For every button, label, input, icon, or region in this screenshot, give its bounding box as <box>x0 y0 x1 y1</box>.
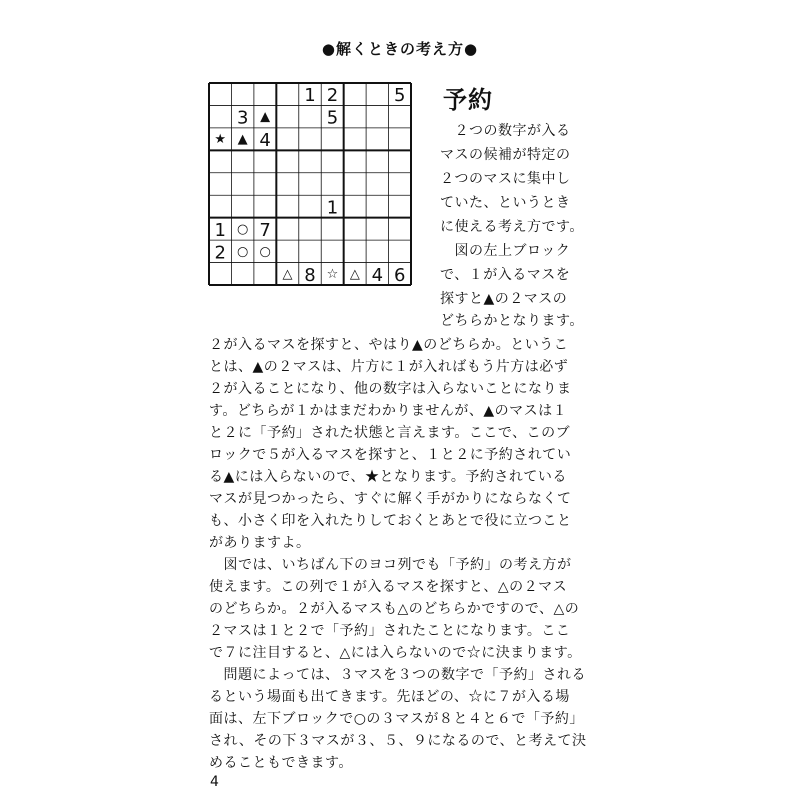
side-line: マスの候補が特定の <box>440 147 571 163</box>
grid-cell-mark: △ <box>349 266 360 282</box>
body-line: も、小さく印を入れたりしておくとあとで役に立つこと <box>209 513 572 529</box>
body-line: ２が入ることになり、他の数字は入らないことになりま <box>209 381 572 397</box>
side-line: ていた、というとき <box>440 195 571 211</box>
grid-cell-digit: 1 <box>326 197 339 219</box>
grid-cell-digit: 6 <box>394 264 406 286</box>
body-line: ２マスは１と２で「予約」されたことになります。ここ <box>209 623 571 639</box>
body-line: す。どちらが１かはまだわかりませんが、▲のマスは１ <box>209 403 568 419</box>
grid-cell-mark: ▲ <box>260 109 271 125</box>
body-line: で７に注目すると、△には入らないので☆に決まります。 <box>209 645 582 661</box>
side-line: 図の左上ブロック <box>440 243 571 259</box>
body-line: 使えます。この列で１が入るマスを探すと、△の２マス <box>209 579 568 595</box>
side-line: に使える考え方です。 <box>440 219 584 235</box>
body-line: がありますよ。 <box>209 535 311 551</box>
body-line: るという場面も出てきます。先ほどの、☆に７が入る場 <box>209 689 570 705</box>
body-line: のどちらか。２が入るマスも△のどちらかですので、△の <box>209 601 580 617</box>
grid-cell-digit: 5 <box>394 85 406 107</box>
page-header: ●解くときの考え方● <box>321 40 479 58</box>
body-line: マスが見つかったら、すぐに解く手がかりにならなくて <box>209 491 572 507</box>
side-line: ２つのマスに集中し <box>440 171 571 187</box>
grid-cell-digit: 1 <box>214 219 226 241</box>
grid-cell-digit: 2 <box>326 85 339 107</box>
grid-cell-digit: 2 <box>214 242 226 264</box>
grid-cell-digit: 4 <box>259 130 271 152</box>
grid-cell-digit: 5 <box>326 107 339 129</box>
grid-cell-mark: ○ <box>236 221 249 237</box>
body-line: ２が入るマスを探すと、やはり▲のどちらか。というこ <box>209 337 569 353</box>
body-line: 面は、左下ブロックで○の３マスが８と４と６で「予約」 <box>209 711 584 727</box>
grid-cell-digit: 3 <box>236 107 249 129</box>
grid-cell-mark: ▲ <box>237 132 248 148</box>
body-line: され、その下３マスが３、５、９になるので、と考えて決 <box>209 733 587 749</box>
section-title: 予約 <box>443 86 493 114</box>
side-line: ２つの数字が入る <box>440 123 571 139</box>
body-line: 図では、いちばん下のヨコ列でも「予約」の考え方が <box>209 557 572 573</box>
grid-cell-digit: 7 <box>259 219 271 241</box>
body-line: る▲には入らないので、★となります。予約されている <box>209 469 567 485</box>
grid-cell-mark: △ <box>282 266 293 282</box>
grid-cell-digit: 1 <box>304 85 316 107</box>
body-line: ロックで５が入るマスを探すと、１と２に予約されてい <box>209 447 572 463</box>
page-number: 4 <box>210 774 219 790</box>
side-line: 探すと▲の２マスの <box>440 291 568 307</box>
side-line: で、１が入るマスを <box>440 267 571 283</box>
body-line: 問題によっては、３マスを３つの数字で「予約」される <box>209 667 586 683</box>
side-line: どちらかとなります。 <box>440 313 584 329</box>
grid-cell-mark: ★ <box>214 132 227 148</box>
grid-cell-mark: ☆ <box>326 266 339 282</box>
grid-cell-mark: ○ <box>259 244 271 260</box>
grid-cell-mark: ○ <box>236 244 249 260</box>
sudoku-grid-svg <box>208 82 412 286</box>
grid-cell-digit: 8 <box>304 264 316 286</box>
sudoku-grid <box>208 82 412 286</box>
body-line: とは、▲の２マスは、片方に１が入ればもう片方は必ず <box>209 359 569 375</box>
grid-cell-digit: 4 <box>371 264 384 286</box>
body-line: と２に「予約」された状態と言えます。ここで、このブ <box>209 425 571 441</box>
body-line: めることもできます。 <box>209 755 353 771</box>
